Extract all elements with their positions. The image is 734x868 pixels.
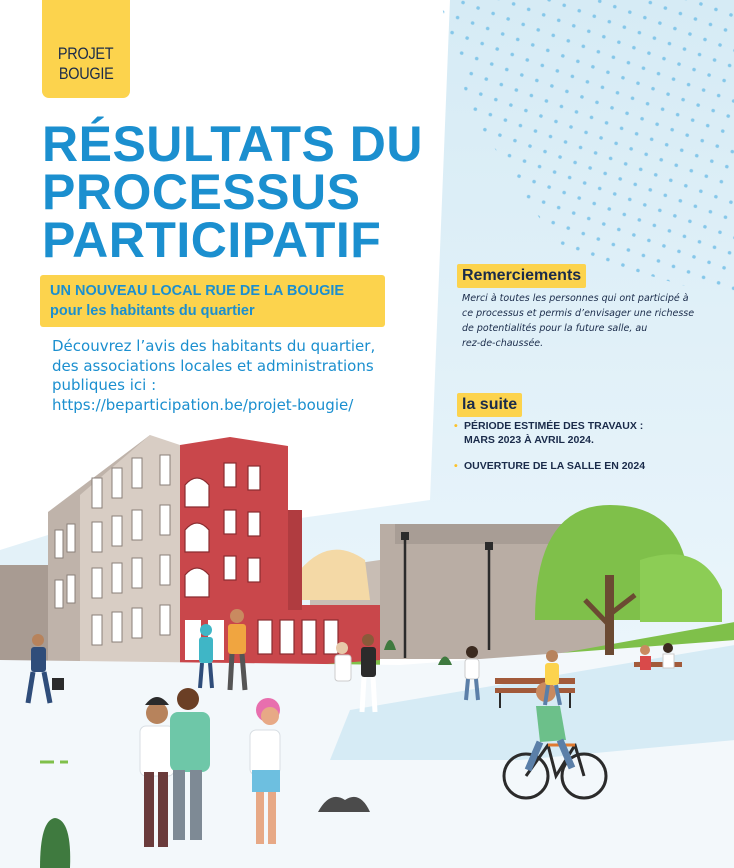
title-line1: RÉSULTATS DU <box>42 116 423 172</box>
page-title <box>42 116 423 268</box>
next-heading: la suite <box>457 393 522 417</box>
project-tag-line1: PROJET <box>58 44 114 63</box>
description-line2: des associations locales et administrations <box>52 356 374 375</box>
next-item2: OUVERTURE DE LA SALLE EN 2024 <box>464 460 646 472</box>
project-tag-line2: BOUGIE <box>58 64 114 83</box>
bullet-icon: • <box>454 460 458 472</box>
list-item <box>454 459 645 473</box>
list-item <box>454 419 645 447</box>
thanks-line4: rez-de-chaussée. <box>462 338 544 349</box>
thanks-heading: Remerciements <box>457 264 586 288</box>
description-line3: publiques ici : <box>52 376 157 394</box>
participation-link[interactable]: https://beparticipation.be/projet-bougie/ <box>52 395 354 414</box>
subtitle-line2: pour les habitants du quartier <box>50 303 255 319</box>
title-line3: PARTICIPATIF <box>42 212 382 268</box>
title-line2: PROCESSUS <box>42 164 361 220</box>
thanks-text <box>462 291 730 351</box>
next-list <box>454 419 645 473</box>
thanks-line1: Merci à toutes les personnes qui ont participé à <box>462 293 689 304</box>
description <box>52 337 392 415</box>
next-item1-line1: PÉRIODE ESTIMÉE DES TRAVAUX : <box>464 420 644 432</box>
bullet-icon: • <box>454 420 458 432</box>
thanks-line3: de potentialités pour la future salle, au <box>462 323 648 334</box>
description-line1: Découvrez l’avis des habitants du quartier, <box>52 337 376 355</box>
subtitle-line1: UN NOUVEAU LOCAL RUE DE LA BOUGIE <box>50 283 345 299</box>
thanks-line2: ce processus et permis d’envisager une richesse <box>462 308 695 319</box>
next-item1-line2: MARS 2023 À AVRIL 2024. <box>464 434 594 446</box>
project-tag <box>42 0 130 98</box>
